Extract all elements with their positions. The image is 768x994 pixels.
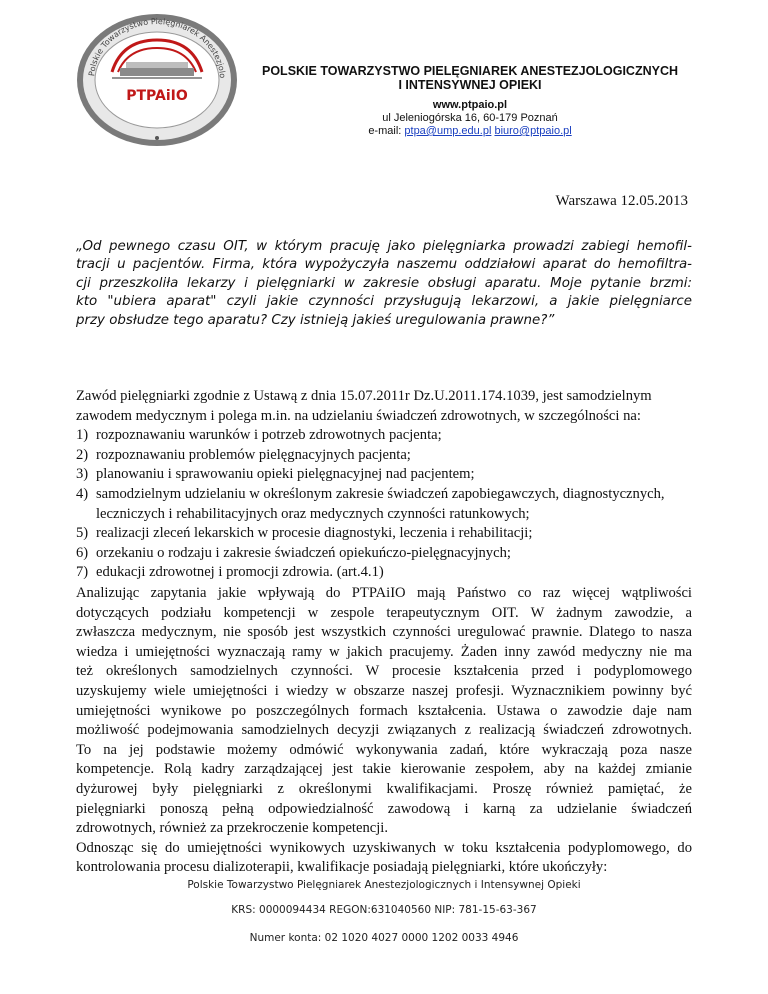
question-line: kto "ubiera aparat" czyli jakie czynności przysługują lekarzowi, a jakie pielęgniarce	[76, 294, 692, 310]
list-item: 5) realizacji zleceń lekarskich w procesie diagnostyki, leczenia i rehabilitacji;	[76, 525, 533, 542]
organization-logo	[72, 10, 242, 148]
email-link-ptpa[interactable]: ptpa@ump.edu.pl	[404, 125, 492, 137]
list-item: 6) orzekaniu o rodzaju i zakresie świadczeń opiekuńczo-pielęgnacyjnych;	[76, 544, 511, 561]
footer-bank-account: Numer konta: 02 1020 4027 0000 1202 0033 4946	[249, 932, 519, 944]
footer-organization: Polskie Towarzystwo Pielęgniarek Anestezjologicznych i Intensywnej Opieki	[187, 879, 581, 891]
paragraph-line: Analizując zapytania jakie wpływają do PTPAiIO mają Państwo co raz więcej wątpliwości	[76, 585, 692, 601]
legal-basis-section	[76, 387, 692, 583]
list-item: 4) samodzielnym udzielaniu w określonym zakresie świadczeń zapobiegawczych, diagnostycznych,	[76, 485, 665, 502]
intro-line: Zawód pielęgniarki zgodnie z Ustawą z dnia 15.07.2011r Dz.U.2011.174.1039, jest samodzielnym	[76, 388, 652, 404]
paragraph-line: umiejętności wynikowe po poszczególnych formach kształcenia. Ustawa o zawodzie daje nam	[76, 702, 692, 719]
list-item: 1) rozpoznawaniu warunków i potrzeb zdrowotnych pacjenta;	[76, 427, 442, 444]
email-label: e-mail:	[368, 125, 402, 137]
paragraph-line: też określonych samodzielnych czynności. W procesie kształcenia przed i podyplomowego	[76, 663, 692, 680]
paragraph-line: Odnosząc się do umiejętności wynikowych uzyskiwanych w toku kształcenia podyplomowego, do	[76, 839, 692, 856]
list-item: 2) rozpoznawaniu problemów pielęgnacyjnych pacjenta;	[76, 446, 411, 463]
organization-name-line2: I INTENSYWNEJ OPIEKI	[398, 78, 542, 92]
paragraph-line: dyżurowej były pielęgniarki z określonymi kwalifikacjami. Proszę również pamiętać, że	[76, 780, 692, 797]
paragraph-line: możliwość podejmowania samodzielnych decyzji związanych z realizacją świadczeń zdrowotnych.	[76, 722, 692, 739]
quoted-question	[76, 238, 692, 330]
paragraph-line: dotyczących podziału kompetencji w zespole terapeutycznym OIT. W żadnym zawodzie, a	[76, 604, 692, 621]
email-link-biuro[interactable]: biuro@ptpaio.pl	[494, 125, 572, 137]
question-line: „Od pewnego czasu OIT, w którym pracuję jako pielęgniarka prowadzi zabiegi hemofil-	[76, 239, 692, 254]
logo-text: PTPAiIO	[126, 88, 188, 104]
question-line: cji przeszkoliła lekarzy i pielęgniarki w zakresie obsługi aparatu. Moje pytanie brzmi:	[76, 275, 692, 291]
paragraph-line: kontrolowania procesu dializoterapii, kwalifikacje posiadają pielęgniarki, które ukończyły:	[76, 859, 608, 876]
question-line: przy obsłudze tego aparatu? Czy istnieją jakieś uregulowania prawne?”	[76, 312, 555, 328]
svg-text:Polskie Towarzystwo Pielęgniar: Polskie Towarzystwo Pielęgniarek Anestezjolo	[87, 16, 228, 79]
list-item-continuation: leczniczych i rehabilitacyjnych oraz medycznych czynności ratunkowych;	[96, 505, 530, 522]
organization-email-line	[250, 125, 690, 138]
organization-name-line1: POLSKIE TOWARZYSTWO PIELĘGNIAREK ANESTEZJOLOGICZNYCH	[262, 64, 678, 78]
organization-website: www.ptpaio.pl	[432, 99, 508, 111]
organization-header	[250, 64, 690, 138]
letter-date: Warszawa 12.05.2013	[555, 193, 688, 209]
paragraph-line: pielęgniarki ponoszą pełną odpowiedzialność zawodową i karną za udzielanie świadczeń	[76, 800, 692, 817]
list-item: 7) edukacji zdrowotnej i promocji zdrowia. (art.4.1)	[76, 564, 384, 581]
analysis-paragraph	[76, 584, 692, 878]
paragraph-line: zwłaszcza medycznym, nie sposób jest wszystkich czynności uregulować prawnie. Dlatego to nasza	[76, 624, 692, 641]
footer-registry: KRS: 0000094434 REGON:631040560 NIP: 781-15-63-367	[231, 904, 537, 916]
intro-line: zawodem medycznym i polega m.in. na udzielaniu świadczeń zdrowotnych, w szczególności na:	[76, 407, 641, 424]
paragraph-line: To na jej podstawie możemy odmówić wykonywania zadań, które wykraczają poza nasze	[76, 741, 692, 758]
paragraph-line: zdrowotnych, również za przekroczenie kompetencji.	[76, 820, 388, 837]
list-item: 3) planowaniu i sprawowaniu opieki pielęgnacyjnej nad pacjentem;	[76, 466, 475, 483]
paragraph-line: kompetencje. Rolą kadry zarządzającej jest takie kierowanie zespołem, aby na każdej zmianie	[76, 761, 692, 778]
nursing-duties-list	[76, 426, 692, 583]
paragraph-line: uzyskujemy wiele umiejętności i wiedzy w obszarze naszej profesji. Wyznacznikiem powinny być	[76, 682, 692, 699]
organization-address: ul Jeleniogórska 16, 60-179 Poznań	[382, 112, 558, 124]
question-line: tracji u pacjentów. Firma, która wypożyczyła naszemu oddziałowi aparat do hemofiltra-	[76, 257, 692, 273]
paragraph-line: wiedza i umiejętności wyznaczają ramy w jakich pracujemy. Żaden inny zawód medyczny nie ma	[76, 643, 692, 660]
